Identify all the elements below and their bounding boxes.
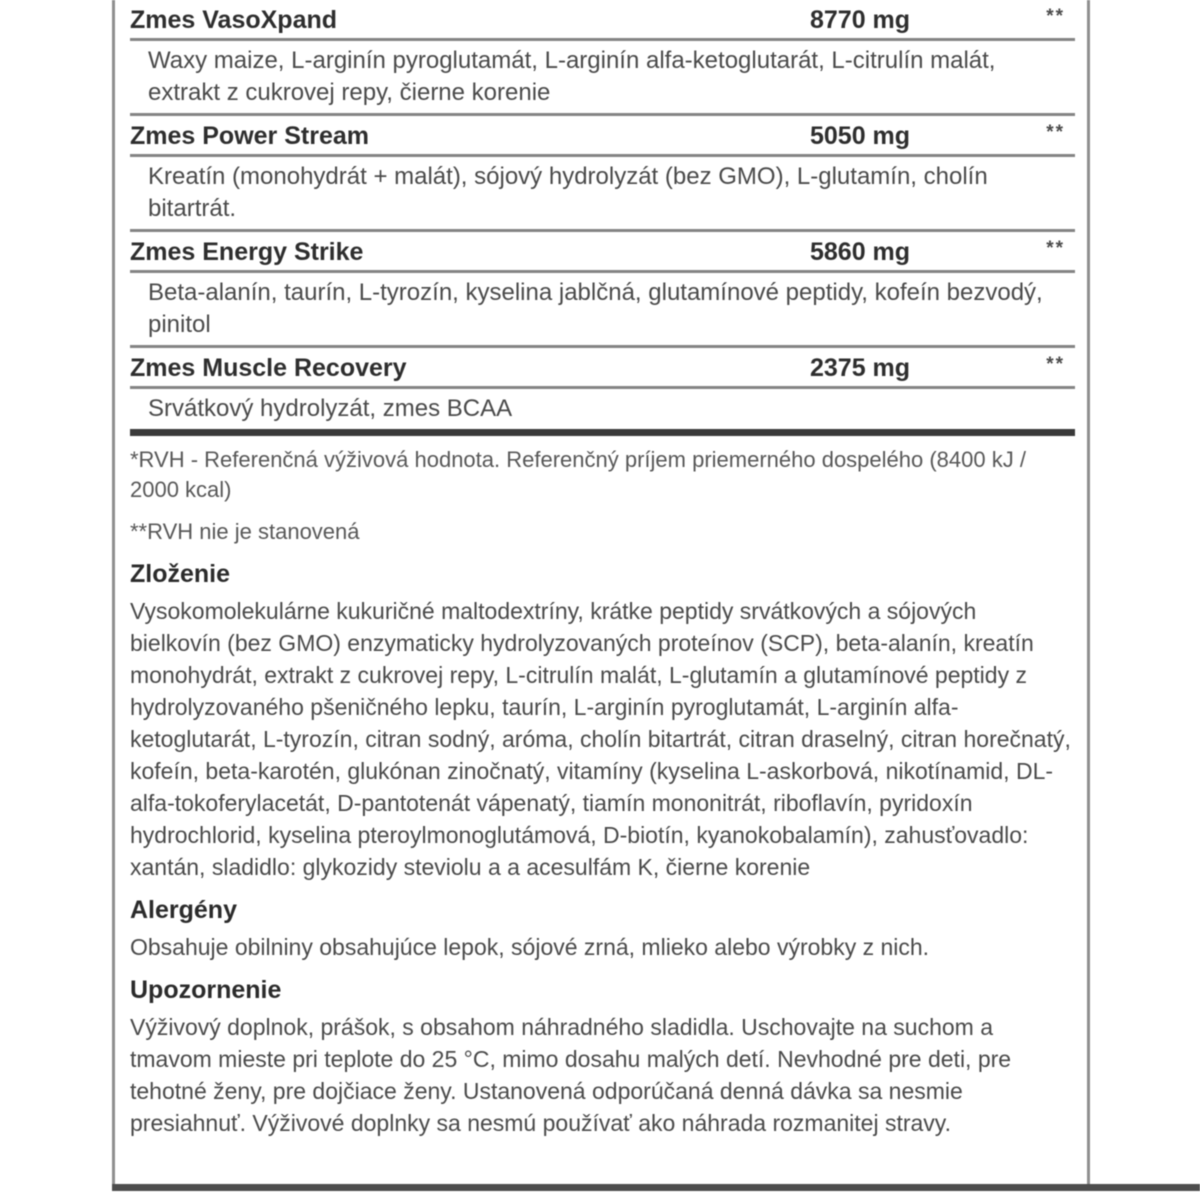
blend-ingredients: Waxy maize, L-arginín pyroglutamát, L-arginín alfa-ketoglutarát, L-citrulín malát, extrakt z cukrovej repy, čierne korenie: [148, 47, 996, 106]
panel-bottom-border: [112, 1184, 1200, 1191]
allergens-text: Obsahuje obilniny obsahujúce lepok, sójové zrná, mlieko alebo výrobky z nich.: [130, 934, 930, 960]
composition-heading: Zloženie: [130, 560, 231, 588]
blend-amount: 5050 mg: [810, 122, 911, 150]
nutrient-row: [130, 348, 1075, 386]
panel-content: [130, 0, 1075, 1139]
blend-amount: 5860 mg: [810, 238, 911, 266]
rvh-not-set-footnote: **RVH nie je stanovená: [130, 519, 360, 544]
nutrient-row: [130, 232, 1075, 270]
blend-amount: 8770 mg: [810, 6, 911, 34]
blend-name: Zmes VasoXpand: [130, 6, 338, 34]
rvh-footnote: *RVH - Referenčná výživová hodnota. Referenčný príjem priemerného dospelého (8400 kJ / 2000 kcal): [130, 447, 1026, 502]
blend-amount: 2375 mg: [810, 354, 911, 382]
blend-name: Zmes Energy Strike: [130, 238, 364, 266]
rvh-asterisks: **: [1046, 6, 1065, 27]
blend-name: Zmes Power Stream: [130, 122, 369, 150]
blend-ingredients: Srvátkový hydrolyzát, zmes BCAA: [148, 395, 513, 422]
warning-text: Výživový doplnok, prášok, s obsahom náhradného sladidla. Uschovajte na suchom a tmavom mieste pri teplote do 25 °C, mimo dosahu malých detí. Nevhodné pre deti, pre tehotné ženy, pre dojčiace ženy. Ustanovená odporúčaná denná dávka sa nesmie presiahnuť. Výživové doplnky sa nesmú používať ako náhrada rozmanitej stravy.: [130, 1014, 1012, 1136]
blend-ingredients: Kreatín (monohydrát + malát), sójový hydrolyzát (bez GMO), L-glutamín, cholín bitartrát.: [148, 163, 988, 222]
panel-right-border: [1087, 0, 1090, 1191]
allergens-heading: Alergény: [130, 896, 237, 924]
blend-ingredients: Beta-alanín, taurín, L-tyrozín, kyselina jablčná, glutamínové peptidy, kofeín bezvodý, pinitol: [148, 279, 1043, 338]
warning-heading: Upozornenie: [130, 976, 282, 1004]
composition-text: Vysokomolekulárne kukuričné maltodextríny, krátke peptidy srvátkových a sójových bielkovín (bez GMO) enzymaticky hydrolyzovaných proteínov (SCP), beta-alanín, kreatín monohydrát, extrakt z cukrovej repy, L-citrulín malát, L-glutamín a glutamínové peptidy z hydrolyzovaného pšeničného lepku, taurín, L-arginín pyroglutamát, L-arginín alfa-ketoglutarát, L-tyrozín, citran sodný, aróma, cholín bitartrát, citran draselný, citran horečnatý, kofeín, beta-karotén, glukónan zinočnatý, vitamíny (kyselina L-askorbová, nikotínamid, DL-alfa-tokoferylacetát, D-pantotenát vápenatý, tiamín mononitrát, riboflavín, pyridoxín hydrochlorid, kyselina pteroylmonoglutámová, D-biotín, kyanokobalamín), zahusťovadlo: xantán, sladidlo: glykozidy steviolu a a acesulfám K, čierne korenie: [130, 598, 1071, 880]
blend-name: Zmes Muscle Recovery: [130, 354, 407, 382]
nutrient-row: [130, 116, 1075, 154]
rvh-asterisks: **: [1046, 238, 1065, 259]
nutrient-row: [130, 0, 1075, 38]
rvh-asterisks: **: [1046, 122, 1065, 143]
rvh-asterisks: **: [1046, 354, 1065, 375]
panel-left-border: [112, 0, 115, 1191]
footnote-separator: [130, 429, 1075, 436]
